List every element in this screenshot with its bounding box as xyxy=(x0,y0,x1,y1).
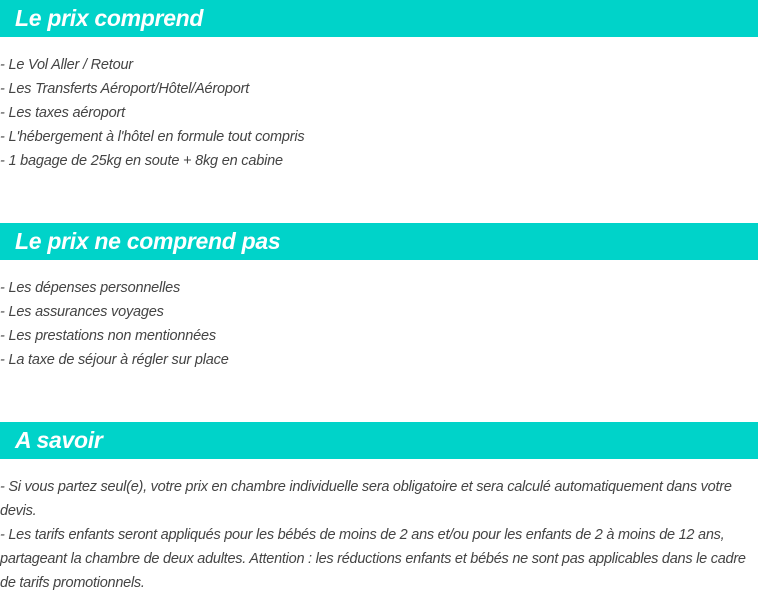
section-title-not-included: Le prix ne comprend pas xyxy=(15,228,281,254)
section-title-good-to-know: A savoir xyxy=(15,427,103,453)
info-paragraph-single-room: - Si vous partez seul(e), votre prix en chambre individuelle sera obligatoire et sera calculé automatiquement dans votre devis. xyxy=(0,479,732,519)
list-item: - Le Vol Aller / Retour xyxy=(0,57,133,73)
list-item: - L'hébergement à l'hôtel en formule tout compris xyxy=(0,129,305,145)
list-item: - La taxe de séjour à régler sur place xyxy=(0,352,229,368)
good-to-know-text xyxy=(0,475,758,595)
list-item: - Les dépenses personnelles xyxy=(0,280,180,296)
list-item: - Les taxes aéroport xyxy=(0,105,125,121)
list-item: - 1 bagage de 25kg en soute + 8kg en cabine xyxy=(0,153,283,169)
section-header-not-included xyxy=(0,223,758,260)
section-header-included xyxy=(0,0,758,37)
section-header-good-to-know xyxy=(0,422,758,459)
included-list xyxy=(0,53,304,173)
section-title-included: Le prix comprend xyxy=(15,5,204,31)
not-included-list xyxy=(0,276,229,372)
list-item: - Les Transferts Aéroport/Hôtel/Aéroport xyxy=(0,81,250,97)
list-item: - Les prestations non mentionnées xyxy=(0,328,216,344)
list-item: - Les assurances voyages xyxy=(0,304,164,320)
info-paragraph-child-rates: - Les tarifs enfants seront appliqués pour les bébés de moins de 2 ans et/ou pour les enfants de 2 à moins de 12 ans, partageant la chambre de deux adultes. Attention : les réductions enfants et bébés ne sont pas applicables dans le cadre de tarifs promotionnels. xyxy=(0,527,746,591)
